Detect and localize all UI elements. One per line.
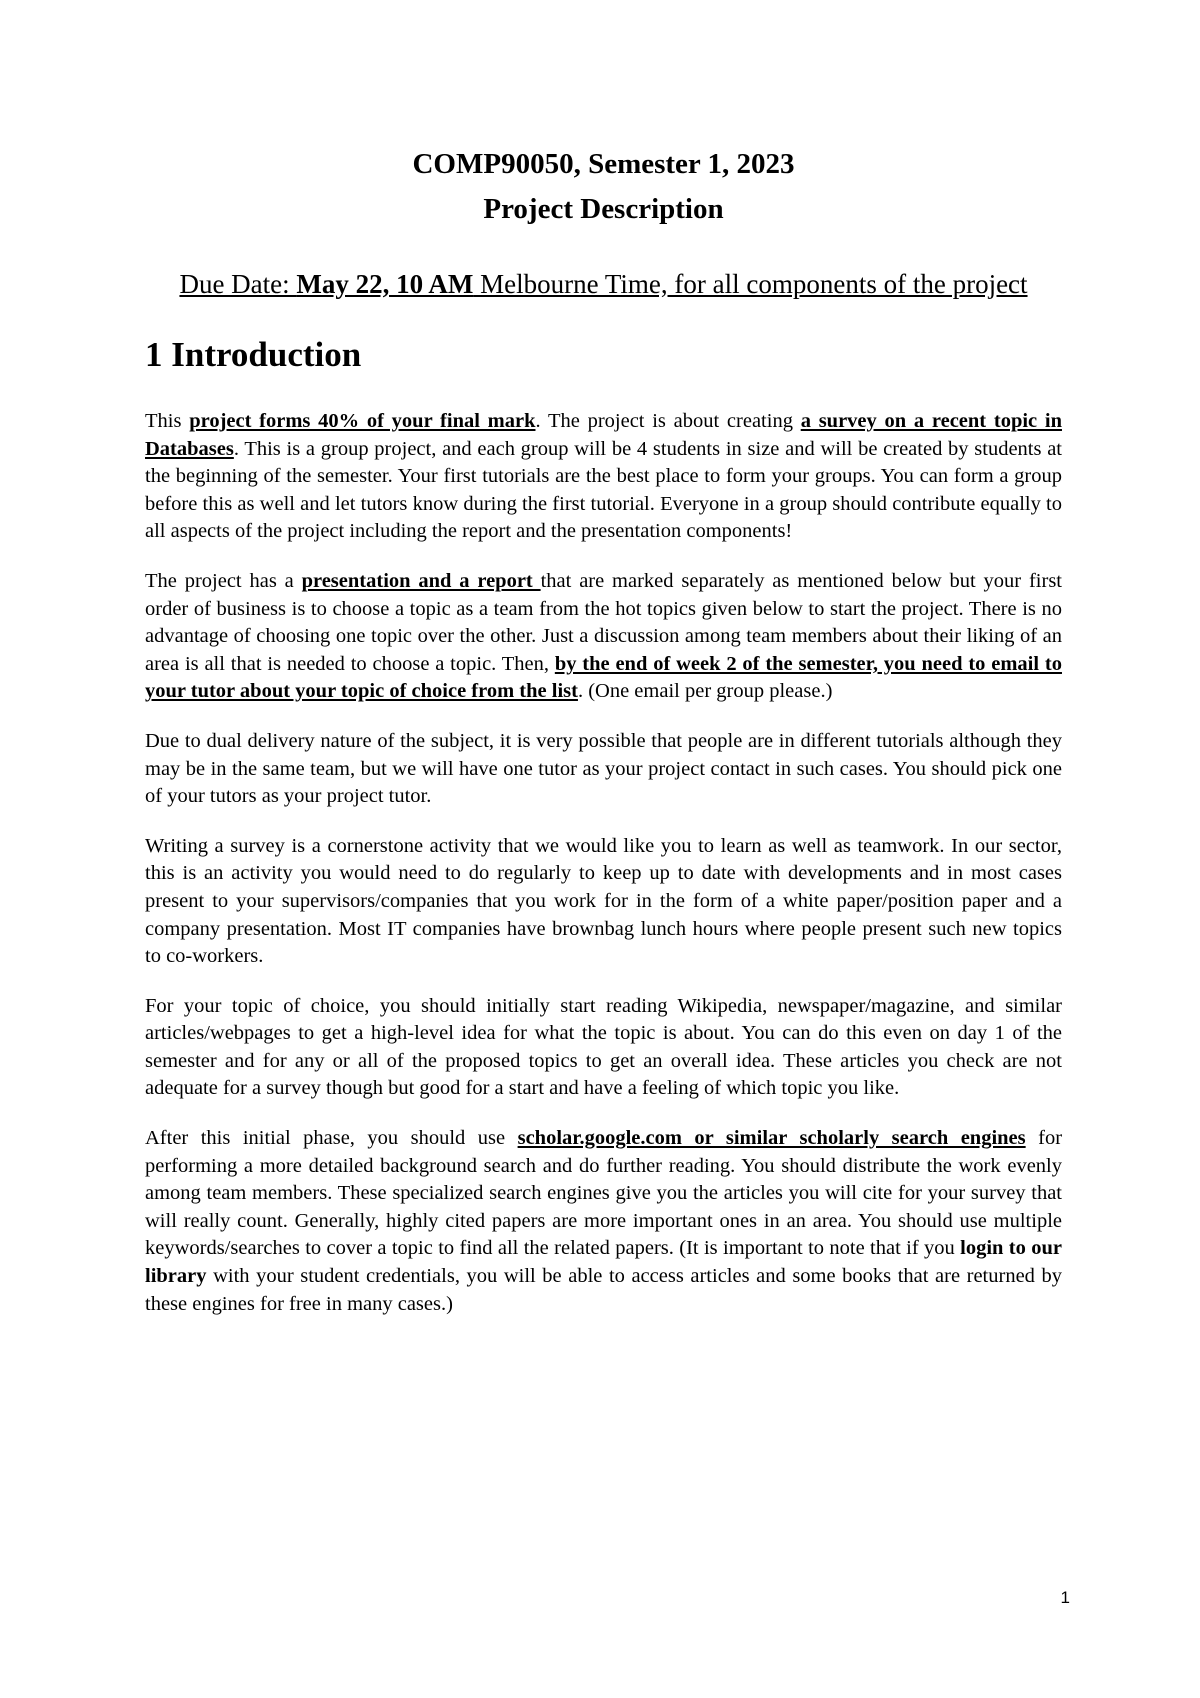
p1-emphasis-2: a survey on a recent topic in Databases — [145, 410, 1062, 460]
p1-text-1: This — [145, 410, 190, 432]
paragraph-4: Writing a survey is a cornerstone activity that we would like you to learn as well as teamwork. In our sector, this is an activity you would need to do regularly to keep up to date with developments and in most cases present to your supervisors/companies that you work for in the form of a white paper/position paper and a company presentation. Most IT companies have brownbag lunch hours where people present such new topics to co-workers. — [145, 834, 1062, 968]
p6-text-1: After this initial phase, you should use — [145, 1127, 518, 1150]
course-title: COMP90050, Semester 1, 2023 — [412, 148, 795, 180]
p1-text-2: . The project is about creating — [535, 410, 801, 432]
p2-text-2: that are marked separately as mentioned below but your first order of business is to choose a topic as a team from the hot topics given below to start the project. There is no advantage of choosing one topic over the other. Just a discussion among team members about their liking of an area is all that is needed to choose a topic. Then, — [145, 569, 1062, 675]
due-prefix: Due Date: — [179, 269, 297, 299]
p2-text-3: . (One email per group please.) — [577, 680, 833, 703]
document-title: Project Description — [483, 193, 724, 225]
due-date — [145, 266, 1062, 302]
due-date-bold: May 22, 10 AM — [296, 269, 474, 299]
paragraph-1 — [145, 408, 1062, 546]
paragraph-5: For your topic of choice, you should initially start reading Wikipedia, newspaper/magazine, and similar articles/webpages to get a high-level idea for what the topic is about. You can do this even on day 1 of the semester and for any or all of the proposed topics to get an overall idea. These articles you check are not adequate for a survey though but good for a start and have a feeling of which topic you like. — [145, 994, 1062, 1100]
page-number: 1 — [1060, 1588, 1070, 1607]
p1-text-3: . This is a group project, and each group will be 4 students in size and will be created by students at the beginning of the semester. Your first tutorials are the best place to form your groups. You can form a group before this as well and let tutors know during the first tutorial. Everyone in a group should contribute equally to all aspects of the project including the report and the presentation components! — [145, 437, 1062, 543]
p2-text-1: The project has a — [145, 569, 302, 592]
p2-emphasis-1: presentation and a report — [301, 569, 541, 592]
p1-emphasis-1: project forms 40% of your final mark — [189, 410, 536, 432]
p6-text-2: for performing a more detailed background search and do further reading. You should distribute the work evenly among team members. These specialized search engines give you the articles you will cite for your survey that will really count. Generally, highly cited papers are more important ones in an area. You should use multiple keywords/searches to cover a topic to find all the related papers. (It is important to note that if you — [145, 1127, 1063, 1260]
page-content — [145, 142, 1062, 1318]
paragraph-3: Due to dual delivery nature of the subject, it is very possible that people are in different tutorials although they may be in the same team, but we will have one tutor as your project contact in such cases. You should pick one of your tutors as your project tutor. — [145, 729, 1062, 808]
section-heading: 1 Introduction — [145, 335, 362, 374]
p2-emphasis-2: by the end of week 2 of the semester, you need to email to your tutor about your topic of choice from the list — [145, 652, 1062, 703]
paragraph-6 — [145, 1125, 1062, 1318]
p6-emphasis-1: scholar.google.com or similar scholarly search engines — [517, 1127, 1026, 1150]
p6-bold-1: login to our library — [145, 1237, 1062, 1288]
paragraph-2 — [145, 568, 1062, 706]
p6-text-3: with your student credentials, you will be able to access articles and some books that are returned by these engines for free in many cases.) — [145, 1265, 1062, 1315]
due-suffix: Melbourne Time, for all components of the project — [473, 269, 1028, 299]
